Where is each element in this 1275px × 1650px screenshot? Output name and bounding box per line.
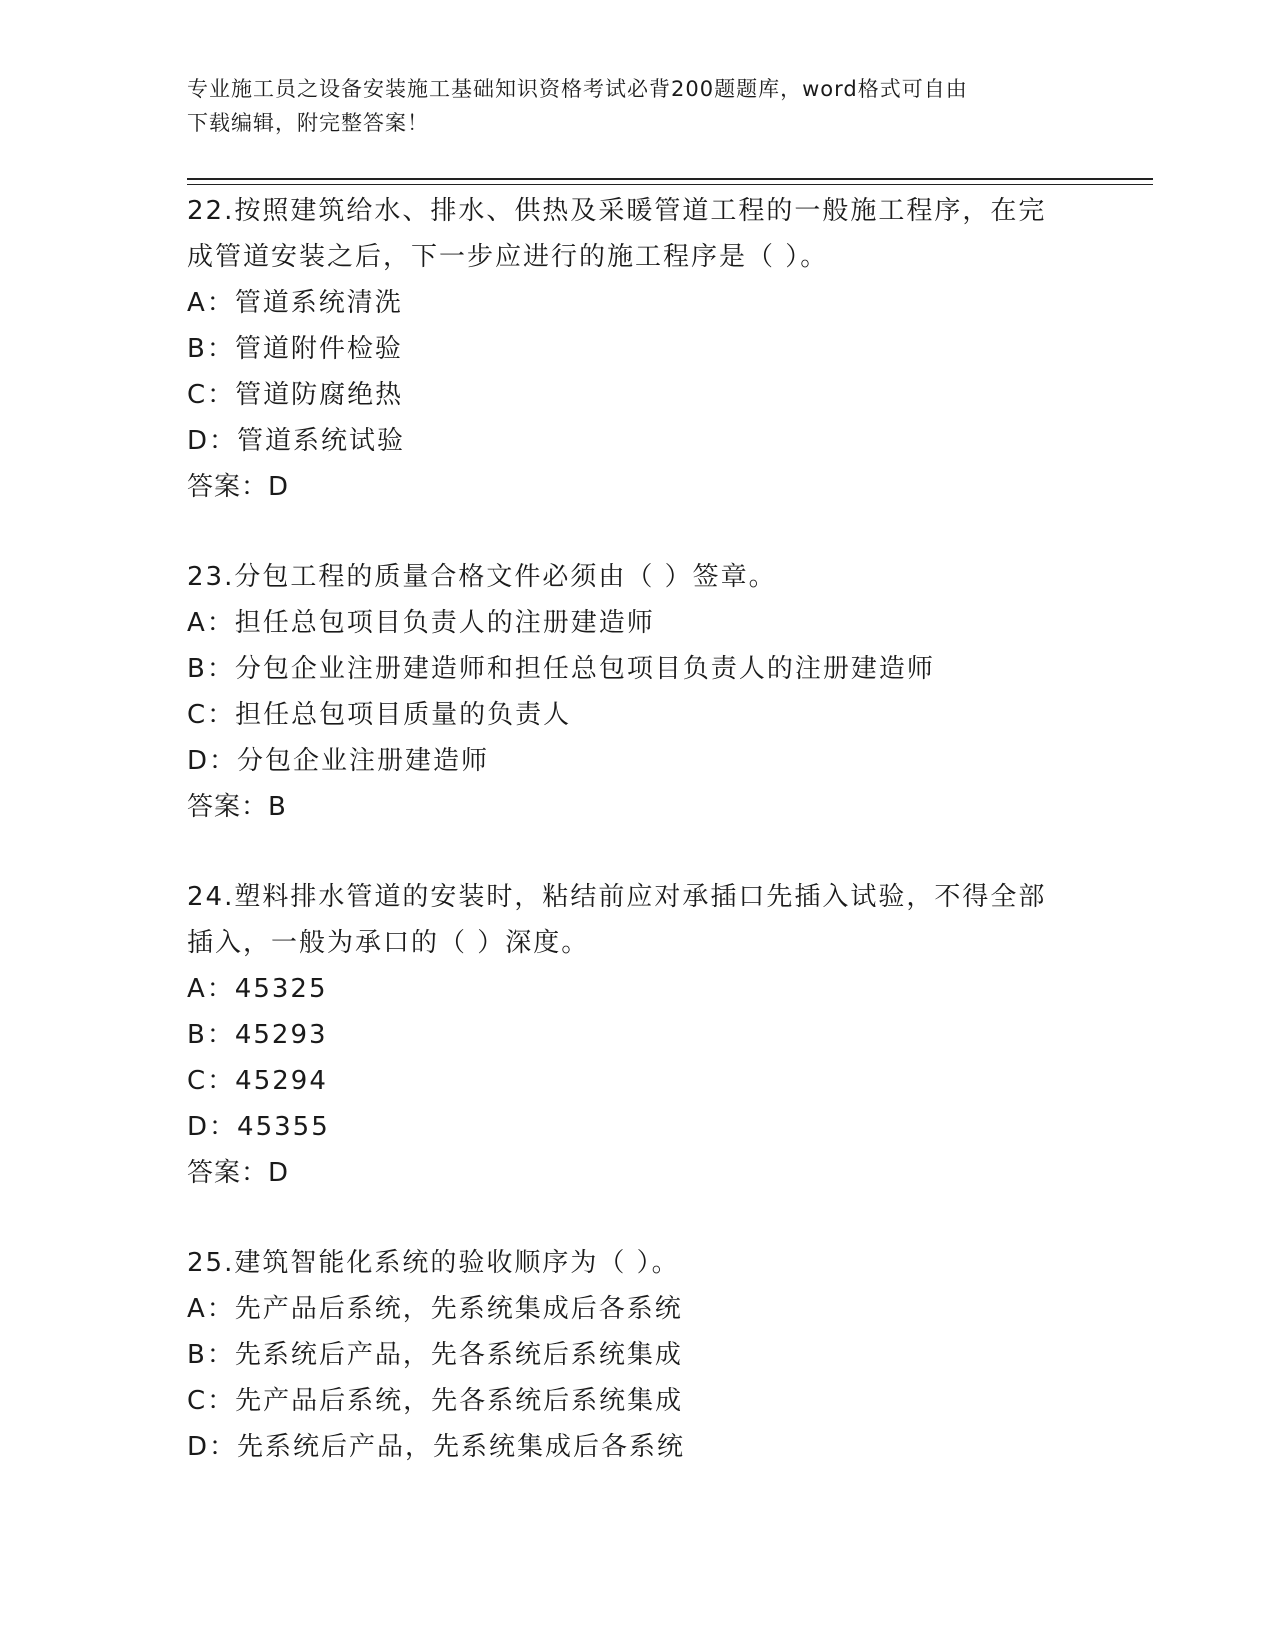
option-a: A：先产品后系统，先系统集成后各系统 (187, 1294, 683, 1324)
question-stem-line: 24.塑料排水管道的安装时，粘结前应对承插口先插入试验，不得全部 (187, 882, 1047, 912)
option-a: A：45325 (187, 974, 328, 1004)
question-stem-line: 成管道安装之后，下一步应进行的施工程序是（ ）。 (187, 242, 829, 272)
document-header (187, 72, 1067, 140)
question-24 (187, 874, 1087, 1196)
option-b: B：分包企业注册建造师和担任总包项目负责人的注册建造师 (187, 654, 935, 684)
answer-line: 答案：D (187, 1158, 290, 1188)
option-a: A：担任总包项目负责人的注册建造师 (187, 608, 655, 638)
option-c: C：管道防腐绝热 (187, 380, 404, 410)
option-c: C：45294 (187, 1066, 328, 1096)
answer-line: 答案：D (187, 472, 290, 502)
question-stem-line: 22.按照建筑给水、排水、供热及采暖管道工程的一般施工程序，在完 (187, 196, 1047, 226)
question-23 (187, 554, 1087, 830)
option-d: D：先系统后产品，先系统集成后各系统 (187, 1432, 686, 1462)
question-22 (187, 188, 1087, 510)
option-b: B：45293 (187, 1020, 328, 1050)
option-b: B：先系统后产品，先各系统后系统集成 (187, 1340, 683, 1370)
option-c: C：担任总包项目质量的负责人 (187, 700, 572, 730)
header-line-1: 专业施工员之设备安装施工基础知识资格考试必背200题题库，word格式可自由 (187, 77, 968, 101)
header-line-2: 下载编辑，附完整答案！ (187, 111, 429, 135)
question-list (187, 188, 1087, 1514)
option-a: A：管道系统清洗 (187, 288, 403, 318)
option-b: B：管道附件检验 (187, 334, 403, 364)
option-d: D：分包企业注册建造师 (187, 746, 490, 776)
question-25 (187, 1240, 1087, 1470)
answer-line: 答案：B (187, 792, 287, 822)
option-d: D：45355 (187, 1112, 330, 1142)
header-divider-thin (187, 184, 1153, 185)
header-divider-thick (187, 178, 1153, 180)
question-stem-line: 23.分包工程的质量合格文件必须由（ ）签章。 (187, 562, 777, 592)
question-stem-line: 插入，一般为承口的（ ）深度。 (187, 928, 590, 958)
question-stem-line: 25.建筑智能化系统的验收顺序为（ ）。 (187, 1248, 680, 1278)
option-c: C：先产品后系统，先各系统后系统集成 (187, 1386, 684, 1416)
option-d: D：管道系统试验 (187, 426, 406, 456)
